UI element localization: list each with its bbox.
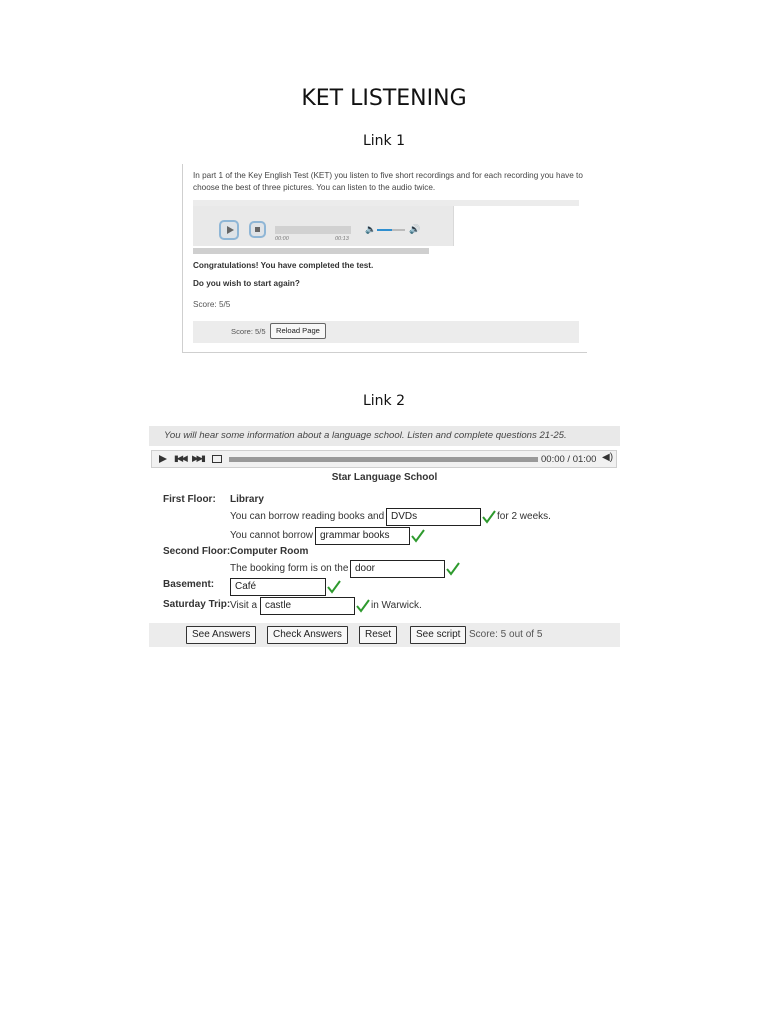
congratulations-text: Congratulations! You have completed the test. bbox=[193, 261, 374, 270]
link1-progress-bar bbox=[193, 248, 429, 254]
document-title: KET LISTENING bbox=[301, 86, 467, 111]
volume-low-icon[interactable]: 🔈 bbox=[365, 224, 377, 234]
link1-heading: Link 1 bbox=[362, 133, 406, 149]
volume-slider[interactable] bbox=[377, 229, 405, 231]
computer-room-label: Computer Room bbox=[230, 546, 309, 557]
check-answers-button[interactable]: Check Answers bbox=[267, 626, 348, 644]
q1-suffix: for 2 weeks. bbox=[497, 511, 551, 522]
see-script-button[interactable]: See script bbox=[410, 626, 466, 644]
current-time: 00:00 bbox=[275, 236, 289, 242]
q5-suffix: in Warwick. bbox=[371, 600, 422, 611]
link1-intro-text: In part 1 of the Key English Test (KET) you listen to five short recordings and for each recording you have to choose the best of three pictures. You can listen to the audio twice. bbox=[193, 171, 583, 192]
link1-score: Score: 5/5 bbox=[193, 300, 231, 309]
q1-answer-input[interactable]: DVDs bbox=[386, 508, 481, 526]
link1-footer-score: Score: 5/5 bbox=[231, 327, 266, 336]
reset-button[interactable]: Reset bbox=[359, 626, 397, 644]
see-answers-button[interactable]: See Answers bbox=[186, 626, 256, 644]
stop-button[interactable] bbox=[249, 221, 266, 238]
link2-audio-player bbox=[151, 450, 617, 468]
link2-heading: Link 2 bbox=[362, 393, 406, 409]
saturday-trip-label: Saturday Trip: bbox=[163, 599, 231, 610]
volume-icon[interactable]: ◀) bbox=[602, 452, 614, 463]
q4-correct-check-icon bbox=[327, 580, 341, 594]
q2-answer-input[interactable]: grammar books bbox=[315, 527, 410, 545]
q1-prefix: You can borrow reading books and bbox=[230, 511, 385, 522]
link2-score: Score: 5 out of 5 bbox=[469, 629, 543, 640]
play-button[interactable] bbox=[219, 220, 239, 240]
q4-answer-input[interactable]: Café bbox=[230, 578, 326, 596]
basement-label: Basement: bbox=[163, 579, 215, 590]
library-label: Library bbox=[230, 494, 264, 505]
q2-prefix: You cannot borrow bbox=[230, 530, 314, 541]
reload-page-button[interactable]: Reload Page bbox=[270, 323, 326, 339]
q3-correct-check-icon bbox=[446, 562, 460, 576]
previous-icon[interactable]: ▮◀◀ bbox=[174, 453, 186, 463]
link2-footer bbox=[149, 623, 620, 647]
next-icon[interactable]: ▶▶▮ bbox=[192, 453, 204, 463]
play-icon[interactable] bbox=[159, 455, 167, 463]
q3-prefix: The booking form is on the bbox=[230, 563, 349, 574]
duration-time: 00:13 bbox=[335, 236, 349, 242]
first-floor-label: First Floor: bbox=[163, 494, 216, 505]
link2-instruction: You will hear some information about a language school. Listen and complete questions 21-25. bbox=[164, 430, 567, 441]
loop-icon[interactable] bbox=[212, 455, 222, 463]
school-name: Star Language School bbox=[331, 472, 438, 483]
seek-bar[interactable] bbox=[229, 457, 538, 462]
time-display: 00:00 / 01:00 bbox=[541, 454, 597, 465]
q1-correct-check-icon bbox=[482, 510, 496, 524]
q3-answer-input[interactable]: door bbox=[350, 560, 445, 578]
q2-correct-check-icon bbox=[411, 529, 425, 543]
volume-slider-fill bbox=[377, 229, 392, 231]
link1-panel bbox=[182, 164, 587, 353]
second-floor-label: Second Floor: bbox=[163, 546, 231, 557]
link2-instruction-bar bbox=[149, 426, 620, 446]
link1-footer bbox=[193, 321, 579, 343]
q5-answer-input[interactable]: castle bbox=[260, 597, 355, 615]
link1-audio-player bbox=[193, 206, 454, 246]
seek-bar[interactable] bbox=[275, 226, 351, 234]
q5-correct-check-icon bbox=[356, 599, 370, 613]
volume-high-icon[interactable]: 🔊 bbox=[409, 224, 421, 234]
q5-prefix: Visit a bbox=[230, 600, 258, 611]
start-again-prompt: Do you wish to start again? bbox=[193, 279, 300, 288]
